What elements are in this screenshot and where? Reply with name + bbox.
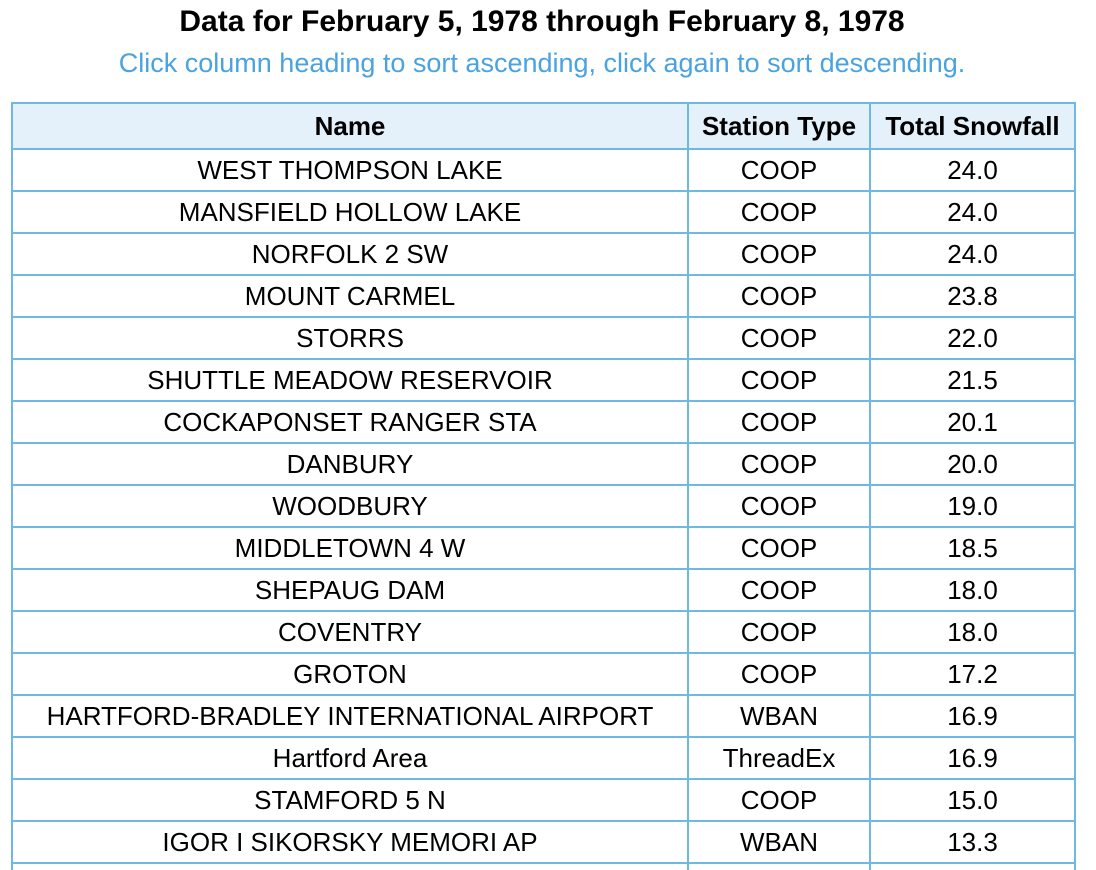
station-name-cell: GROTON — [12, 653, 688, 695]
station-name-cell: IGOR I SIKORSKY MEMORI AP — [12, 821, 688, 863]
station-type-cell: COOP — [688, 527, 870, 569]
total-snowfall-cell: 18.5 — [870, 527, 1075, 569]
total-snowfall-cell: 17.2 — [870, 653, 1075, 695]
table-row — [12, 695, 1075, 737]
station-name-cell: COCKAPONSET RANGER STA — [12, 401, 688, 443]
table-row — [12, 611, 1075, 653]
table-row — [12, 191, 1075, 233]
station-name-cell — [12, 863, 688, 870]
table-row — [12, 233, 1075, 275]
station-type-cell: COOP — [688, 401, 870, 443]
table-row — [12, 737, 1075, 779]
total-snowfall-cell: 15.0 — [870, 779, 1075, 821]
total-snowfall-cell: 24.0 — [870, 149, 1075, 191]
station-type-cell: COOP — [688, 317, 870, 359]
station-type-cell: COOP — [688, 443, 870, 485]
column-header-total-snowfall[interactable]: Total Snowfall — [870, 103, 1075, 149]
sort-instructions: Click column heading to sort ascending, click again to sort descending. — [118, 48, 966, 78]
table-row — [12, 485, 1075, 527]
station-type-cell: COOP — [688, 233, 870, 275]
total-snowfall-cell: 18.0 — [870, 569, 1075, 611]
table-row — [12, 653, 1075, 695]
table-row — [12, 569, 1075, 611]
total-snowfall-cell: 20.0 — [870, 443, 1075, 485]
station-type-cell: COOP — [688, 191, 870, 233]
table-row — [12, 779, 1075, 821]
station-type-cell: COOP — [688, 275, 870, 317]
station-name-cell: Hartford Area — [12, 737, 688, 779]
station-name-cell: SHEPAUG DAM — [12, 569, 688, 611]
table-row — [12, 527, 1075, 569]
total-snowfall-cell: 16.9 — [870, 695, 1075, 737]
station-type-cell: ThreadEx — [688, 737, 870, 779]
total-snowfall-cell: 13.3 — [870, 821, 1075, 863]
total-snowfall-cell: 24.0 — [870, 233, 1075, 275]
total-snowfall-cell: 23.8 — [870, 275, 1075, 317]
table-row — [12, 821, 1075, 863]
station-type-cell: WBAN — [688, 695, 870, 737]
station-type-cell: COOP — [688, 149, 870, 191]
table-header-row — [12, 103, 1075, 149]
station-name-cell: MANSFIELD HOLLOW LAKE — [12, 191, 688, 233]
total-snowfall-cell: 24.0 — [870, 191, 1075, 233]
station-name-cell: HARTFORD-BRADLEY INTERNATIONAL AIRPORT — [12, 695, 688, 737]
total-snowfall-cell: 20.1 — [870, 401, 1075, 443]
station-name-cell: MOUNT CARMEL — [12, 275, 688, 317]
table-row — [12, 443, 1075, 485]
total-snowfall-cell: 19.0 — [870, 485, 1075, 527]
station-name-cell: DANBURY — [12, 443, 688, 485]
column-header-name[interactable]: Name — [12, 103, 688, 149]
station-name-cell: STORRS — [12, 317, 688, 359]
total-snowfall-cell — [870, 863, 1075, 870]
station-type-cell — [688, 863, 870, 870]
table-row — [12, 317, 1075, 359]
station-name-cell: NORFOLK 2 SW — [12, 233, 688, 275]
total-snowfall-cell: 18.0 — [870, 611, 1075, 653]
station-name-cell: STAMFORD 5 N — [12, 779, 688, 821]
snowfall-table — [11, 102, 1076, 870]
station-type-cell: COOP — [688, 611, 870, 653]
station-type-cell: COOP — [688, 569, 870, 611]
station-type-cell: COOP — [688, 653, 870, 695]
table-row — [12, 275, 1075, 317]
station-type-cell: COOP — [688, 359, 870, 401]
station-type-cell: COOP — [688, 779, 870, 821]
table-body — [12, 149, 1075, 870]
station-name-cell: WEST THOMPSON LAKE — [12, 149, 688, 191]
total-snowfall-cell: 22.0 — [870, 317, 1075, 359]
total-snowfall-cell: 16.9 — [870, 737, 1075, 779]
column-header-station-type[interactable]: Station Type — [688, 103, 870, 149]
table-row — [12, 149, 1075, 191]
table-row — [12, 863, 1075, 870]
station-name-cell: MIDDLETOWN 4 W — [12, 527, 688, 569]
station-name-cell: COVENTRY — [12, 611, 688, 653]
table-row — [12, 359, 1075, 401]
page-title: Data for February 5, 1978 through February 8, 1978 — [179, 5, 905, 38]
table-row — [12, 401, 1075, 443]
station-name-cell: SHUTTLE MEADOW RESERVOIR — [12, 359, 688, 401]
station-type-cell: WBAN — [688, 821, 870, 863]
station-type-cell: COOP — [688, 485, 870, 527]
station-name-cell: WOODBURY — [12, 485, 688, 527]
total-snowfall-cell: 21.5 — [870, 359, 1075, 401]
